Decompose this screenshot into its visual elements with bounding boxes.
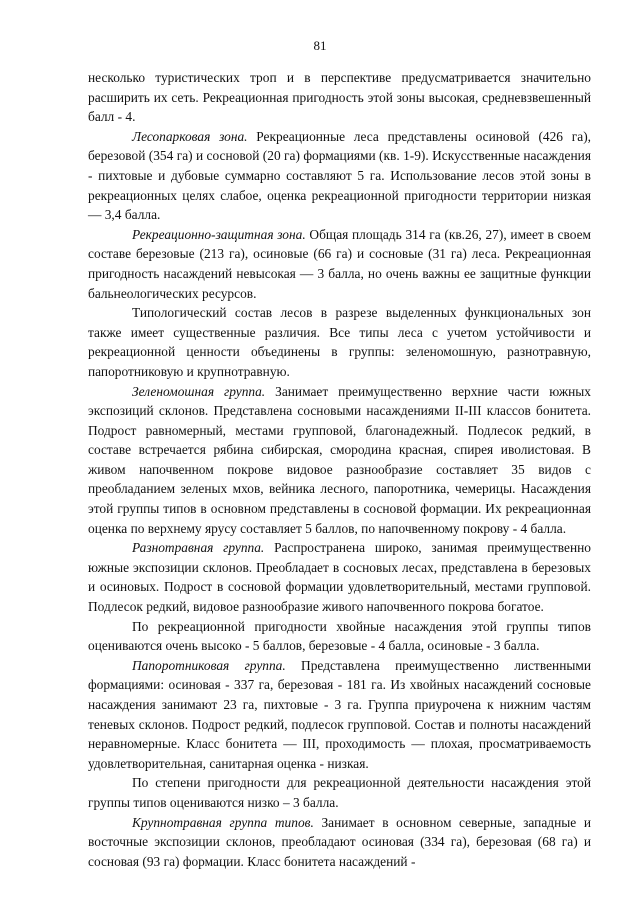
paragraph-text: По рекреационной пригодности хвойные насаждения этой группы типов оцениваются очень высоко - 5 баллов, березовые - 4 балла, осиновые - 3 балла. [88, 618, 591, 654]
paragraph-text: Типологический состав лесов в разрезе выделенных функциональных зон также имеет существенные различия. Все типы леса с учетом устойчивости и рекреационной ценности объединены в группы: зеленомошную, разнотравную, папоротниковую и крупнотравную. [88, 305, 591, 379]
section-heading-krupnotravnaya: Крупнотравная группа типов. [132, 814, 314, 830]
paragraph-text: Распространена широко, занимая преимущественно южные экспозиции склонов. Преобладает в сосновых лесах, представлена в березовых и осиновых. Подрост в сосновой формации удовлетворительный, местами групповой. Подлесок редкий, видовое разнообразие живого напочвенного покрова богатое. [88, 540, 591, 615]
paragraph [88, 656, 591, 774]
paragraph [88, 127, 591, 225]
page-number: 81 [313, 38, 327, 53]
paragraph [88, 538, 591, 616]
section-heading-raznotravnaya: Разнотравная группа. [132, 540, 265, 556]
paragraph-text: Рекреационные леса представлены осиновой (426 га), березовой (354 га) и сосновой (20 га) формациями (кв. 1-9). Искусственные насаждения - пихтовые и дубовые суммарно составляют 5 га. Использование лесов этой зоны в рекреационных целях слабое, оценка рекреационной пригодности территории низкая — 3,4 балла. [88, 128, 591, 223]
paragraph-text: Общая площадь 314 га (кв.26, 27), имеет в своем составе березовые (213 га), осиновые (66 га) и сосновые (31 га) леса. Рекреационная пригодность насаждений невысокая — 3 балла, но очень важны ее защитные функции бальнеологических ресурсов. [88, 226, 591, 301]
document-body [88, 68, 591, 871]
section-heading-lesoparkovaya: Лесопарковая зона. [132, 128, 248, 144]
paragraph [88, 225, 591, 303]
paragraph [88, 303, 591, 381]
paragraph [88, 773, 591, 812]
paragraph [88, 68, 591, 127]
paragraph-text: По степени пригодности для рекреационной деятельности насаждения этой группы типов оцениваются низко – 3 балла. [88, 775, 591, 810]
section-heading-rekreatsionno-zashchitnaya: Рекреационно-защитная зона. [132, 226, 306, 242]
section-heading-zelenomoshnaya: Зеленомошная группа. [132, 383, 266, 399]
paragraph [88, 382, 591, 539]
paragraph [88, 617, 591, 656]
paragraph-text: Представлена преимущественно лиственными формациями: осиновая - 337 га, березовая - 181 га. Из хвойных насаждений сосновые насаждения занимают 23 га, пихтовые - 3 га. Группа приурочена к нижним частям теневых склонов. Подрост редкий, подлесок групповой. Состав и полноты насаждений неравномерные. Класс бонитета — III, проходимость — плохая, просматриваемость удовлетворительная, санитарная оценка - низкая. [88, 657, 592, 771]
section-heading-paporotnikovaya: Папоротниковая группа. [132, 657, 286, 673]
paragraph-text: несколько туристических троп и в перспективе предусматривается значительно расширить их сеть. Рекреационная пригодность этой зоны высокая, средневзвешенный балл - 4. [88, 70, 591, 125]
paragraph-text: Занимает в основном северные, западные и восточные экспозиции склонов, преобладают осиновая (334 га), березовая (68 га) и сосновая (93 га) формации. Класс бонитета насаждений - [88, 814, 591, 869]
paragraph-text: Занимает преимущественно верхние части южных экспозиций склонов. Представлена сосновыми насаждениями II-III классов бонитета. Подрост равномерный, местами групповой, благонадежный. Подлесок редкий, в составе встречается рябина сибирская, смородина красная, спирея иволистовая. В живом напочвенном покрове видовое разнообразие составляет 35 видов с преобладанием зеленых мхов, вейника лесного, папоротника, чемерицы. Насаждения этой группы типов в основном представлены в сосновой формации. Их рекреационная оценка по верхнему ярусу составляет 5 баллов, по напочвенному покрову - 4 балла. [88, 383, 591, 536]
paragraph [88, 813, 591, 872]
